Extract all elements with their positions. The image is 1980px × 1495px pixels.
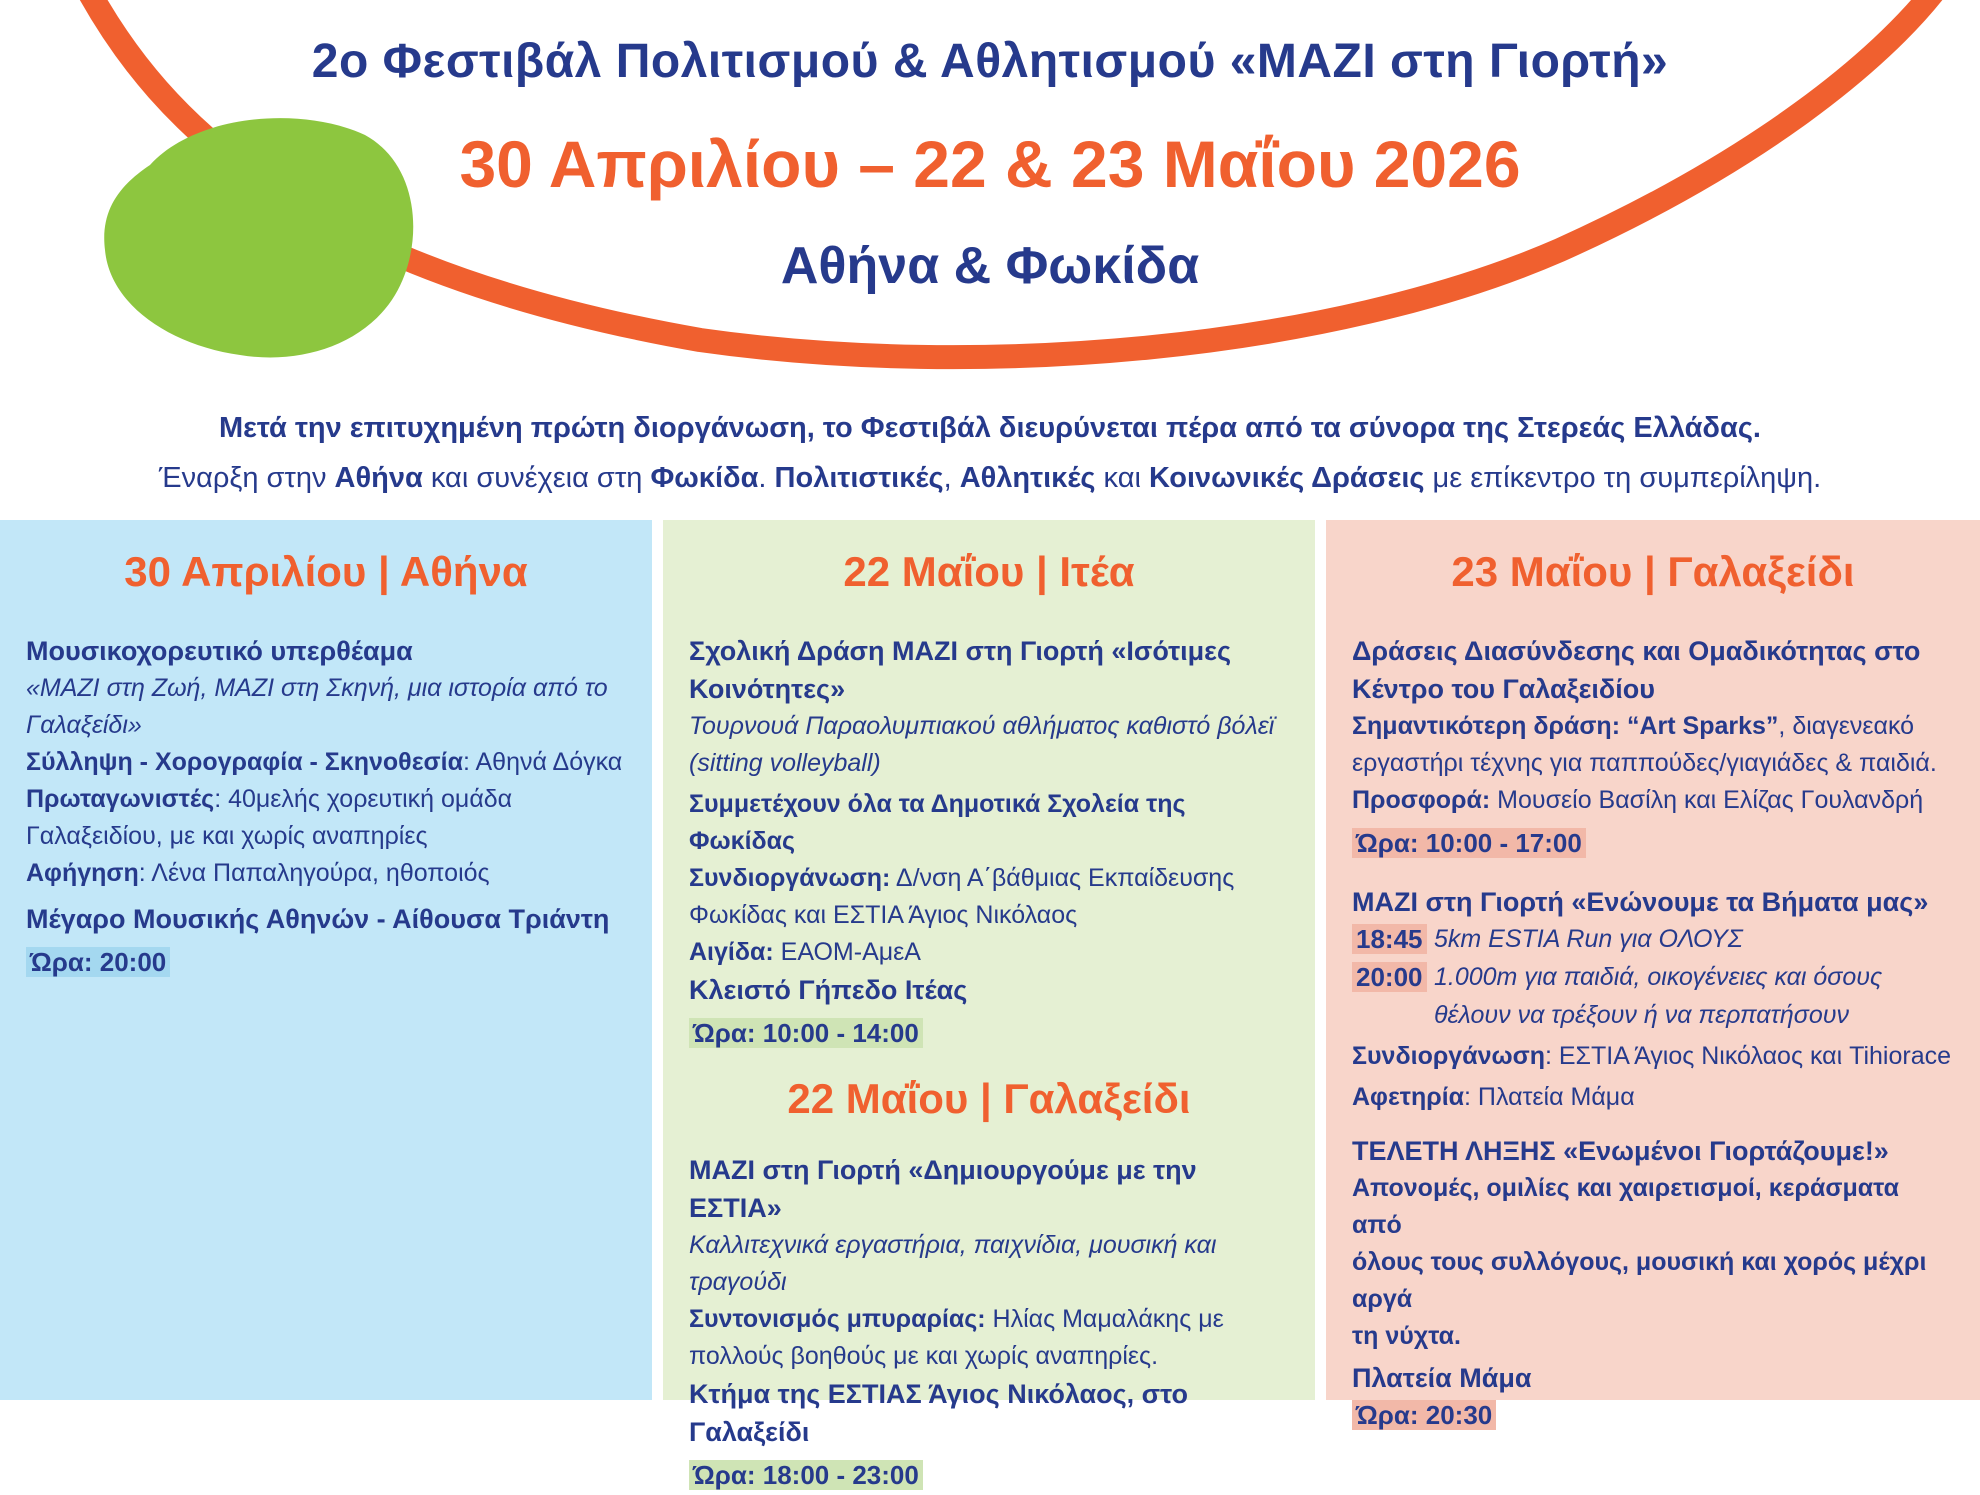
festival-dates: 30 Απριλίου – 22 & 23 Μαΐου 2026 xyxy=(459,127,1521,201)
column-itea xyxy=(663,520,1315,1490)
event-description: (sitting volleyball) xyxy=(689,749,881,777)
intro-social: Κοινωνικές Δράσεις xyxy=(1148,462,1425,494)
run-coorg-line xyxy=(1352,1038,1954,1075)
intro-athletic: Αθλητικές xyxy=(959,462,1096,494)
event2-description: Καλλιτεχνικά εργαστήρια, παιχνίδια, μουσική και τραγούδι xyxy=(689,1231,1217,1296)
aegis-value: ΕΑΟΜ-ΑμεΑ xyxy=(773,938,921,966)
cast-value: : 40μελής χορευτική ομάδα xyxy=(214,785,513,813)
column-heading: 23 Μαΐου | Γαλαξείδι xyxy=(1451,548,1855,595)
run-coorg-value: : ΕΣΤΙΑ Άγιος Νικόλαος και Tihiorace xyxy=(1544,1042,1951,1070)
offer-value: Μουσείο Βασίλη και Ελίζας Γουλανδρή xyxy=(1490,786,1924,814)
run-description: 5km ESTIA Run για ΟΛΟΥΣ xyxy=(1434,925,1743,953)
festival-title: 2ο Φεστιβάλ Πολιτισμού & Αθλητισμού «ΜΑΖΙ στη Γιορτή» xyxy=(311,35,1669,88)
event2-title: ΜΑΖΙ στη Γιορτή «Δημιουργούμε με την ΕΣΤΙΑ» xyxy=(689,1155,1197,1223)
run-time: 18:45 xyxy=(1352,924,1427,954)
time-line xyxy=(1352,825,1954,863)
main-action-label: Σημαντικότερη δράση: “Art Sparks” xyxy=(1352,712,1779,740)
column-galaxidi xyxy=(1326,520,1980,1430)
column-athens xyxy=(0,520,652,1400)
intro-cultural: Πολιτιστικές xyxy=(774,462,944,494)
run-title: ΜΑΖΙ στη Γιορτή «Ενώνουμε τα Βήματα μας» xyxy=(1352,887,1929,917)
closing-title: ΤΕΛΕΤΗ ΛΗΞΗΣ «Ενωμένοι Γιορτάζουμε!» xyxy=(1352,1136,1889,1166)
intro-fokida: Φωκίδα xyxy=(650,462,759,494)
column-heading: 30 Απριλίου | Αθήνα xyxy=(124,548,528,595)
intro-athens: Αθήνα xyxy=(334,462,423,494)
column-heading-2: 22 Μαΐου | Γαλαξείδι xyxy=(787,1075,1191,1122)
intro-line-2 xyxy=(0,462,1980,495)
time-line xyxy=(689,1457,1289,1495)
cast-value-cont: Γαλαξειδίου, με και χωρίς αναπηρίες xyxy=(26,822,428,850)
coorg-value: Δ/νση Α΄βάθμιας Εκπαίδευσης xyxy=(890,864,1235,892)
festival-places: Αθήνα & Φωκίδα xyxy=(780,237,1200,295)
intro-text: Έναρξη στην xyxy=(158,462,335,494)
closing-description: όλους τους συλλόγους, μουσική και χορός μέχρι αργά xyxy=(1352,1248,1927,1313)
time-line xyxy=(26,944,626,982)
event-title-cont: Κέντρο του Γαλαξειδίου xyxy=(1352,674,1655,704)
coord-value: Ηλίας Μαμαλάκης με xyxy=(985,1305,1224,1333)
intro-line-1: Μετά την επιτυχημένη πρώτη διοργάνωση, το Φεστιβάλ διευρύνεται πέρα από τα σύνορα της Στερεάς Ελλάδας. xyxy=(219,412,1761,444)
event-subtitle: Γαλαξείδι» xyxy=(26,711,142,739)
event-title-cont: Κοινότητες» xyxy=(689,674,846,704)
offer-line xyxy=(1352,782,1954,819)
aegis-label: Αιγίδα: xyxy=(689,938,774,966)
offer-label: Προσφορά: xyxy=(1352,786,1491,814)
cast-label: Πρωταγωνιστές xyxy=(26,785,215,813)
intro-text: και xyxy=(1095,462,1149,494)
time-line xyxy=(689,1015,1289,1053)
event-title: Σχολική Δράση ΜΑΖΙ στη Γιορτή «Ισότιμες xyxy=(689,636,1232,666)
run-time: 20:00 xyxy=(1352,962,1427,992)
intro-text: με επίκεντρο τη συμπερίληψη. xyxy=(1424,462,1822,494)
cast-line xyxy=(26,781,626,818)
start-value: : Πλατεία Μάμα xyxy=(1464,1083,1635,1111)
start-line xyxy=(1352,1079,1954,1116)
run-description-cont: θέλουν να τρέξουν ή να περπατήσουν xyxy=(1434,1001,1850,1029)
narration-label: Αφήγηση xyxy=(26,859,139,887)
coorg-value-cont: Φωκίδας και ΕΣΤΙΑ Άγιος Νικόλαος xyxy=(689,901,1078,929)
closing-description: τη νύχτα. xyxy=(1352,1322,1461,1350)
coorg-label: Συνδιοργάνωση: xyxy=(689,864,891,892)
event-title: Μουσικοχορευτικό υπερθέαμα xyxy=(26,636,413,666)
event2-venue: Κτήμα της ΕΣΤΙΑΣ Άγιος Νικόλαος, στο Γαλαξείδι xyxy=(689,1379,1188,1447)
coord-label: Συντονισμός μπυραρίας: xyxy=(689,1305,986,1333)
coord-value-cont: πολλούς βοηθούς με και χωρίς αναπηρίες. xyxy=(689,1342,1159,1370)
main-action-line xyxy=(1352,708,1954,745)
closing-description: Απονομές, ομιλίες και χαιρετισμοί, κεράσματα από xyxy=(1352,1174,1899,1239)
run-row-cont xyxy=(1352,997,1954,1034)
event-subtitle: «ΜΑΖΙ στη Ζωή, ΜΑΖΙ στη Σκηνή, μια ιστορία από το xyxy=(26,674,608,702)
main-action-value: , διαγενεακό xyxy=(1778,712,1915,740)
main-action-cont: εργαστήρι τέχνης για παππούδες/γιαγιάδες & παιδιά. xyxy=(1352,749,1937,777)
event2-time: Ώρα: 18:00 - 23:00 xyxy=(689,1460,923,1490)
start-label: Αφετηρία xyxy=(1352,1083,1465,1111)
event-description: Τουρνουά Παραολυμπιακού αθλήματος καθιστό βόλεϊ xyxy=(689,712,1275,740)
coorg-line xyxy=(689,860,1289,897)
run-description: 1.000m για παιδιά, οικογένειες και όσους xyxy=(1434,963,1883,991)
event-time: Ώρα: 10:00 - 17:00 xyxy=(1352,828,1586,858)
aegis-line xyxy=(689,934,1289,971)
participants: Συμμετέχουν όλα τα Δημοτικά Σχολεία της Φωκίδας xyxy=(689,790,1186,855)
run-row xyxy=(1352,959,1954,997)
intro-text: και συνέχεια στη xyxy=(422,462,651,494)
narration-value: : Λένα Παπαληγούρα, ηθοποιός xyxy=(138,859,490,887)
coord-line xyxy=(689,1301,1289,1338)
time-line xyxy=(1352,1397,1954,1435)
closing-time: Ώρα: 20:30 xyxy=(1352,1400,1496,1430)
concept-line xyxy=(26,744,626,781)
run-row xyxy=(1352,921,1954,959)
concept-label: Σύλληψη - Χορογραφία - Σκηνοθεσία xyxy=(26,748,463,776)
closing-venue: Πλατεία Μάμα xyxy=(1352,1363,1532,1393)
event-time: Ώρα: 20:00 xyxy=(26,947,170,977)
run-coorg-label: Συνδιοργάνωση xyxy=(1352,1042,1545,1070)
intro-text: . xyxy=(758,462,775,494)
concept-value: : Αθηνά Δόγκα xyxy=(462,748,623,776)
narration-line xyxy=(26,855,626,892)
intro-text: , xyxy=(943,462,960,494)
event-time: Ώρα: 10:00 - 14:00 xyxy=(689,1018,923,1048)
event-venue: Κλειστό Γήπεδο Ιτέας xyxy=(689,975,968,1005)
event-title: Δράσεις Διασύνδεσης και Ομαδικότητας στο xyxy=(1352,636,1921,666)
column-heading: 22 Μαΐου | Ιτέα xyxy=(843,548,1135,595)
event-venue: Μέγαρο Μουσικής Αθηνών - Αίθουσα Τριάντη xyxy=(26,904,610,934)
